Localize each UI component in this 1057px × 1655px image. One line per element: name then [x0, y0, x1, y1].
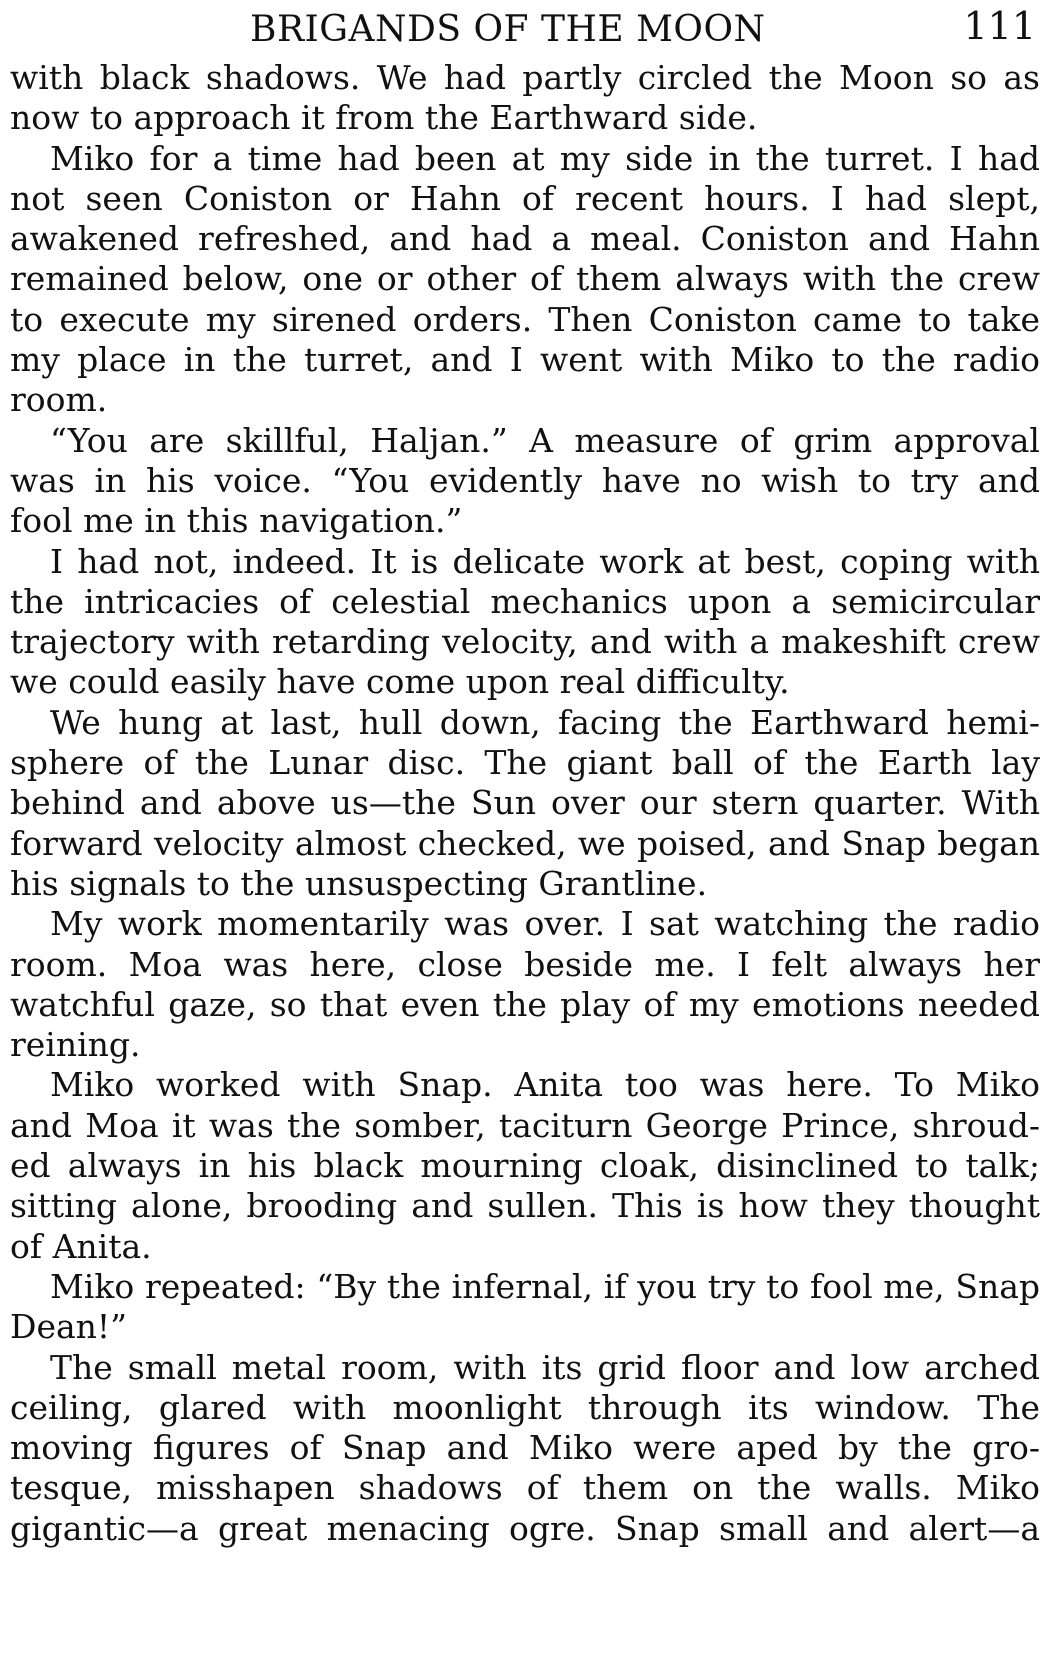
text-line: remained below, one or other of them always with the crew: [10, 259, 1040, 299]
text-line: We hung at last, hull down, facing the Earthward hemi-: [50, 702, 1040, 742]
text-line: ceiling, glared with moonlight through its window. The: [10, 1387, 1040, 1427]
text-line: we could easily have come upon real difficulty.: [10, 662, 790, 702]
text-line: my place in the turret, and I went with Miko to the radio: [10, 340, 1040, 380]
text-line: My work momentarily was over. I sat watching the radio: [50, 904, 1040, 944]
text-line: was in his voice. “You evidently have no wish to try and: [10, 460, 1040, 500]
text-line: not seen Coniston or Hahn of recent hours. I had slept,: [10, 178, 1040, 218]
text-line: reining.: [10, 1025, 141, 1065]
text-line: sitting alone, brooding and sullen. This is how they thought: [10, 1186, 1040, 1226]
page-number: 111: [963, 4, 1036, 48]
text-line: “You are skillful, Haljan.” A measure of grim approval: [50, 420, 1040, 460]
text-line: forward velocity almost checked, we poised, and Snap began: [10, 823, 1040, 863]
text-line: gigantic—a great menacing ogre. Snap small and alert—a: [10, 1508, 1040, 1548]
text-line: Miko repeated: “By the infernal, if you try to fool me, Snap: [50, 1266, 1040, 1306]
text-line: behind and above us—the Sun over our stern quarter. With: [10, 783, 1040, 823]
book-title: BRIGANDS OF THE MOON: [250, 9, 766, 50]
text-line: ed always in his black mourning cloak, disinclined to talk;: [10, 1146, 1040, 1186]
running-head: [10, 2, 1040, 60]
text-line: sphere of the Lunar disc. The giant ball of the Earth lay: [10, 743, 1040, 783]
text-line: his signals to the unsuspecting Grantline.: [10, 863, 708, 903]
text-line: the intricacies of celestial mechanics upon a semicircular: [10, 581, 1040, 621]
text-line: watchful gaze, so that even the play of my emotions needed: [10, 984, 1040, 1024]
text-line: The small metal room, with its grid floor and low arched: [50, 1347, 1040, 1387]
text-line: to execute my sirened orders. Then Coniston came to take: [10, 299, 1040, 339]
text-line: awakened refreshed, and had a meal. Coniston and Hahn: [10, 219, 1040, 259]
text-line: Dean!”: [10, 1307, 128, 1347]
text-line: and Moa it was the somber, taciturn George Prince, shroud-: [10, 1105, 1040, 1145]
text-line: moving figures of Snap and Miko were aped by the gro-: [10, 1428, 1040, 1468]
text-line: I had not, indeed. It is delicate work at best, coping with: [50, 541, 1040, 581]
text-line: Miko for a time had been at my side in the turret. I had: [50, 138, 1040, 178]
text-line: trajectory with retarding velocity, and with a makeshift crew: [10, 622, 1040, 662]
text-line: fool me in this navigation.”: [10, 501, 463, 541]
body-text: [10, 58, 1040, 1549]
text-line: room. Moa was here, close beside me. I felt always her: [10, 944, 1040, 984]
text-line: of Anita.: [10, 1226, 152, 1266]
text-line: Miko worked with Snap. Anita too was here. To Miko: [50, 1065, 1040, 1105]
text-line: now to approach it from the Earthward side.: [10, 98, 758, 138]
text-line: room.: [10, 380, 108, 420]
text-line: tesque, misshapen shadows of them on the walls. Miko: [10, 1468, 1040, 1508]
text-line: with black shadows. We had partly circled the Moon so as: [10, 58, 1040, 97]
